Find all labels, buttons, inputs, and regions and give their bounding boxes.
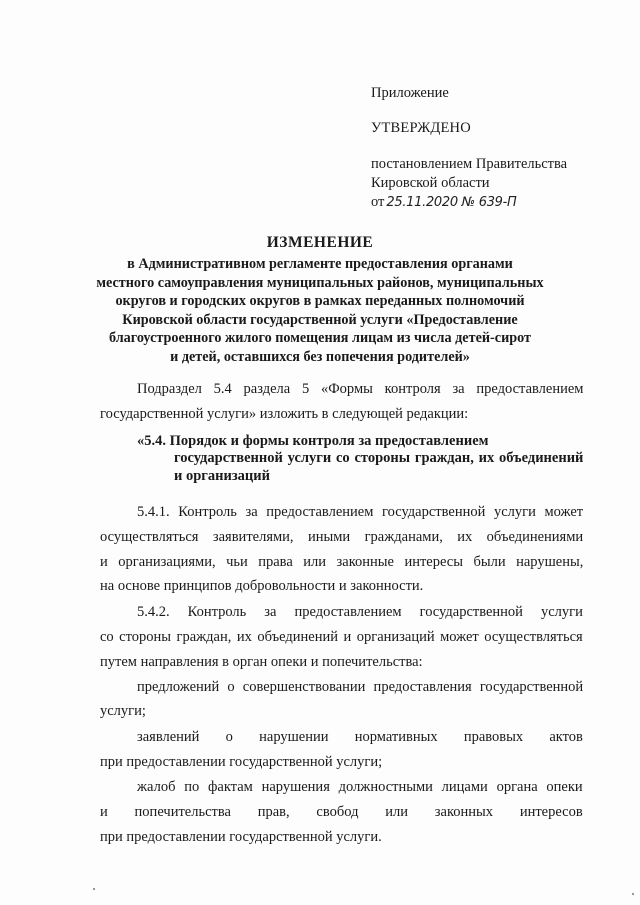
- p541-line-4: на основе принципов добровольности и законности.: [100, 578, 424, 594]
- p542-line-1: 5.4.2. Контроль за предоставлением государственной услуги: [137, 604, 583, 620]
- document-title: ИЗМЕНЕНИЕ: [266, 234, 374, 251]
- decree-line-2: Кировской области: [371, 175, 490, 191]
- intro-line-2: государственной услуги» изложить в следующей редакции:: [100, 406, 469, 422]
- subtitle-line: благоустроенного жилого помещения лицам из числа детей-сирот: [108, 330, 532, 346]
- appendix-label: Приложение: [371, 85, 449, 101]
- subtitle-line: местного самоуправления муниципальных районов, муниципальных: [96, 274, 544, 291]
- decree-date-line: [371, 193, 567, 212]
- p542-line-3: путем направления в орган опеки и попечительства:: [100, 654, 423, 670]
- p541-line-3: и организациями, чьи права или законные интересы были нарушены,: [100, 554, 584, 570]
- item1-line-2: услуги;: [100, 703, 146, 719]
- decree-line-1: постановлением Правительства: [371, 156, 568, 172]
- document-subtitle: [0, 255, 640, 366]
- subtitle-line: в Административном регламенте предоставления органами: [127, 256, 513, 272]
- item1-line-1: предложений о совершенствовании предоставления государственной: [137, 679, 584, 695]
- approved-label: УТВЕРЖДЕНО: [371, 120, 471, 136]
- item3-line-3: при предоставлении государственной услуги.: [100, 829, 382, 845]
- decree-handwritten-number: 25.11.2020 № 639-П: [386, 195, 517, 210]
- item2-line-1: заявлений о нарушении нормативных правовых актов: [137, 729, 583, 745]
- scan-artifact: [632, 893, 634, 895]
- p541-line-2: осуществляться заявителями, иными гражданами, их объединениями: [100, 529, 584, 545]
- p542-line-2: со стороны граждан, их объединений и организаций может осуществляться: [100, 629, 583, 645]
- approval-block: [371, 84, 567, 212]
- scan-artifact: [93, 888, 95, 890]
- item3-line-2: и попечительства прав, свобод или законных интересов: [100, 804, 583, 820]
- decree-prefix: от: [371, 194, 385, 210]
- p541-line-1: 5.4.1. Контроль за предоставлением государственной услуги может: [137, 504, 584, 520]
- section-heading-line-3: и организаций: [174, 468, 270, 484]
- item3-line-1: жалоб по фактам нарушения должностными лицами органа опеки: [137, 779, 583, 795]
- section-heading-line-1: «5.4. Порядок и формы контроля за предоставлением: [137, 433, 489, 449]
- subtitle-line: и детей, оставшихся без попечения родителей»: [170, 348, 470, 365]
- section-heading-line-2: государственной услуги со стороны граждан, их объединений: [174, 450, 584, 466]
- item2-line-2: при предоставлении государственной услуги;: [100, 754, 383, 770]
- subtitle-line: Кировской области государственной услуги «Предоставление: [122, 311, 518, 328]
- intro-line-1: Подраздел 5.4 раздела 5 «Формы контроля за предоставлением: [137, 381, 584, 397]
- subtitle-line: округов и городских округов в рамках переданных полномочий: [115, 293, 525, 309]
